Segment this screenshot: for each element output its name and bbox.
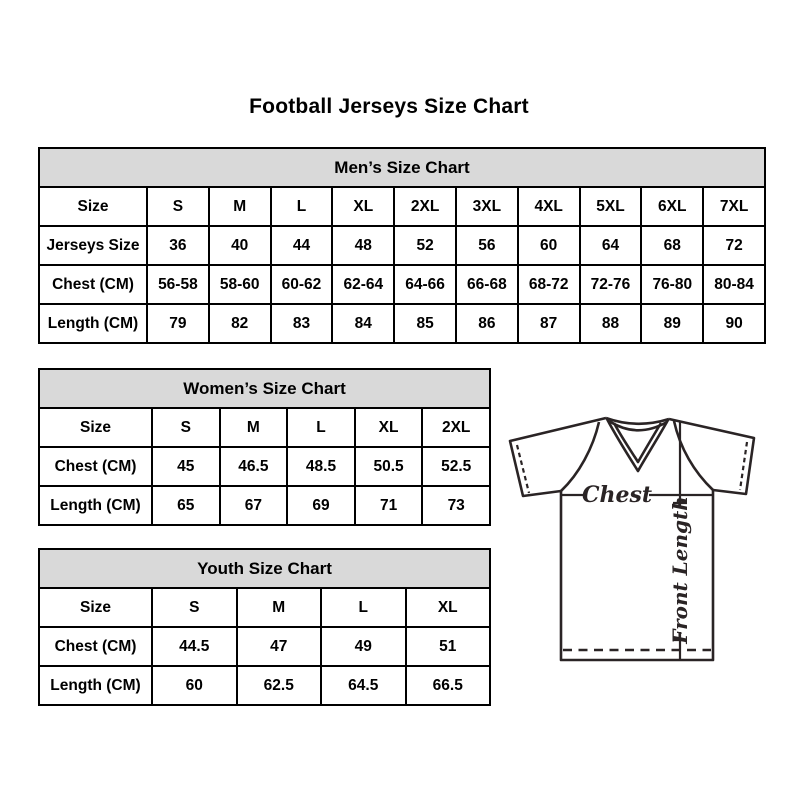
table-cell: 40 (209, 226, 271, 265)
row-label: Chest (CM) (39, 627, 152, 666)
column-header: 7XL (703, 187, 765, 226)
column-header: 6XL (641, 187, 703, 226)
table-row (39, 627, 490, 666)
table-cell: 79 (147, 304, 209, 343)
table-cell: 62-64 (332, 265, 394, 304)
table-cell: 50.5 (355, 447, 423, 486)
table-title: Men’s Size Chart (39, 148, 765, 187)
table-title-row (39, 369, 490, 408)
table-cell: 56 (456, 226, 518, 265)
left-cuff-dashed-line (517, 445, 529, 493)
jersey-measurement-diagram (503, 410, 771, 668)
table-title-row (39, 549, 490, 588)
table-cell: 49 (321, 627, 406, 666)
front-length-label: Front Length (668, 496, 692, 644)
table-cell: 60-62 (271, 265, 333, 304)
column-header-row (39, 408, 490, 447)
row-label: Chest (CM) (39, 447, 152, 486)
table-cell: 87 (518, 304, 580, 343)
column-header: 3XL (456, 187, 518, 226)
table-title-row (39, 148, 765, 187)
row-label: Jerseys Size (39, 226, 147, 265)
table-row (39, 226, 765, 265)
column-header: S (152, 408, 220, 447)
row-label: Length (CM) (39, 486, 152, 525)
table-cell: 46.5 (220, 447, 288, 486)
table-cell: 48.5 (287, 447, 355, 486)
table-cell: 72 (703, 226, 765, 265)
column-header: L (271, 187, 333, 226)
table-cell: 52 (394, 226, 456, 265)
table-cell: 66-68 (456, 265, 518, 304)
table-cell: 47 (237, 627, 322, 666)
right-cuff-dashed-line (740, 442, 747, 490)
table-cell: 44 (271, 226, 333, 265)
table-cell: 48 (332, 226, 394, 265)
column-header: M (237, 588, 322, 627)
table-cell: 56-58 (147, 265, 209, 304)
mens-size-table (38, 147, 766, 344)
table-cell: 52.5 (422, 447, 490, 486)
table-cell: 69 (287, 486, 355, 525)
row-label-header: Size (39, 408, 152, 447)
table-cell: 51 (406, 627, 491, 666)
row-label: Chest (CM) (39, 265, 147, 304)
column-header: 2XL (422, 408, 490, 447)
table-cell: 60 (152, 666, 237, 705)
table-cell: 44.5 (152, 627, 237, 666)
table-cell: 66.5 (406, 666, 491, 705)
table-cell: 90 (703, 304, 765, 343)
table-cell: 83 (271, 304, 333, 343)
table-cell: 65 (152, 486, 220, 525)
table-cell: 64-66 (394, 265, 456, 304)
column-header-row (39, 588, 490, 627)
column-header: L (287, 408, 355, 447)
womens-size-table (38, 368, 491, 526)
youth-size-table (38, 548, 491, 706)
column-header: M (209, 187, 271, 226)
table-cell: 71 (355, 486, 423, 525)
table-cell: 67 (220, 486, 288, 525)
table-title: Women’s Size Chart (39, 369, 490, 408)
table-cell: 58-60 (209, 265, 271, 304)
column-header: XL (355, 408, 423, 447)
table-cell: 68-72 (518, 265, 580, 304)
column-header: XL (406, 588, 491, 627)
table-cell: 73 (422, 486, 490, 525)
page-title: Football Jerseys Size Chart (249, 95, 529, 118)
table-row (39, 447, 490, 486)
table-cell: 89 (641, 304, 703, 343)
row-label: Length (CM) (39, 666, 152, 705)
left-armhole-seam (561, 422, 599, 491)
table-cell: 36 (147, 226, 209, 265)
table-cell: 86 (456, 304, 518, 343)
column-header: M (220, 408, 288, 447)
row-label: Length (CM) (39, 304, 147, 343)
table-cell: 84 (332, 304, 394, 343)
column-header: S (147, 187, 209, 226)
table-cell: 80-84 (703, 265, 765, 304)
table-cell: 88 (580, 304, 642, 343)
column-header: 4XL (518, 187, 580, 226)
table-row (39, 486, 490, 525)
table-cell: 64 (580, 226, 642, 265)
table-cell: 82 (209, 304, 271, 343)
column-header-row (39, 187, 765, 226)
table-title: Youth Size Chart (39, 549, 490, 588)
table-row (39, 304, 765, 343)
column-header: 2XL (394, 187, 456, 226)
column-header: 5XL (580, 187, 642, 226)
column-header: S (152, 588, 237, 627)
column-header: L (321, 588, 406, 627)
chest-label: Chest (581, 482, 653, 508)
table-row (39, 666, 490, 705)
table-cell: 64.5 (321, 666, 406, 705)
table-row (39, 265, 765, 304)
table-cell: 45 (152, 447, 220, 486)
table-cell: 62.5 (237, 666, 322, 705)
table-cell: 60 (518, 226, 580, 265)
table-cell: 68 (641, 226, 703, 265)
row-label-header: Size (39, 187, 147, 226)
table-cell: 85 (394, 304, 456, 343)
table-cell: 76-80 (641, 265, 703, 304)
table-cell: 72-76 (580, 265, 642, 304)
row-label-header: Size (39, 588, 152, 627)
column-header: XL (332, 187, 394, 226)
